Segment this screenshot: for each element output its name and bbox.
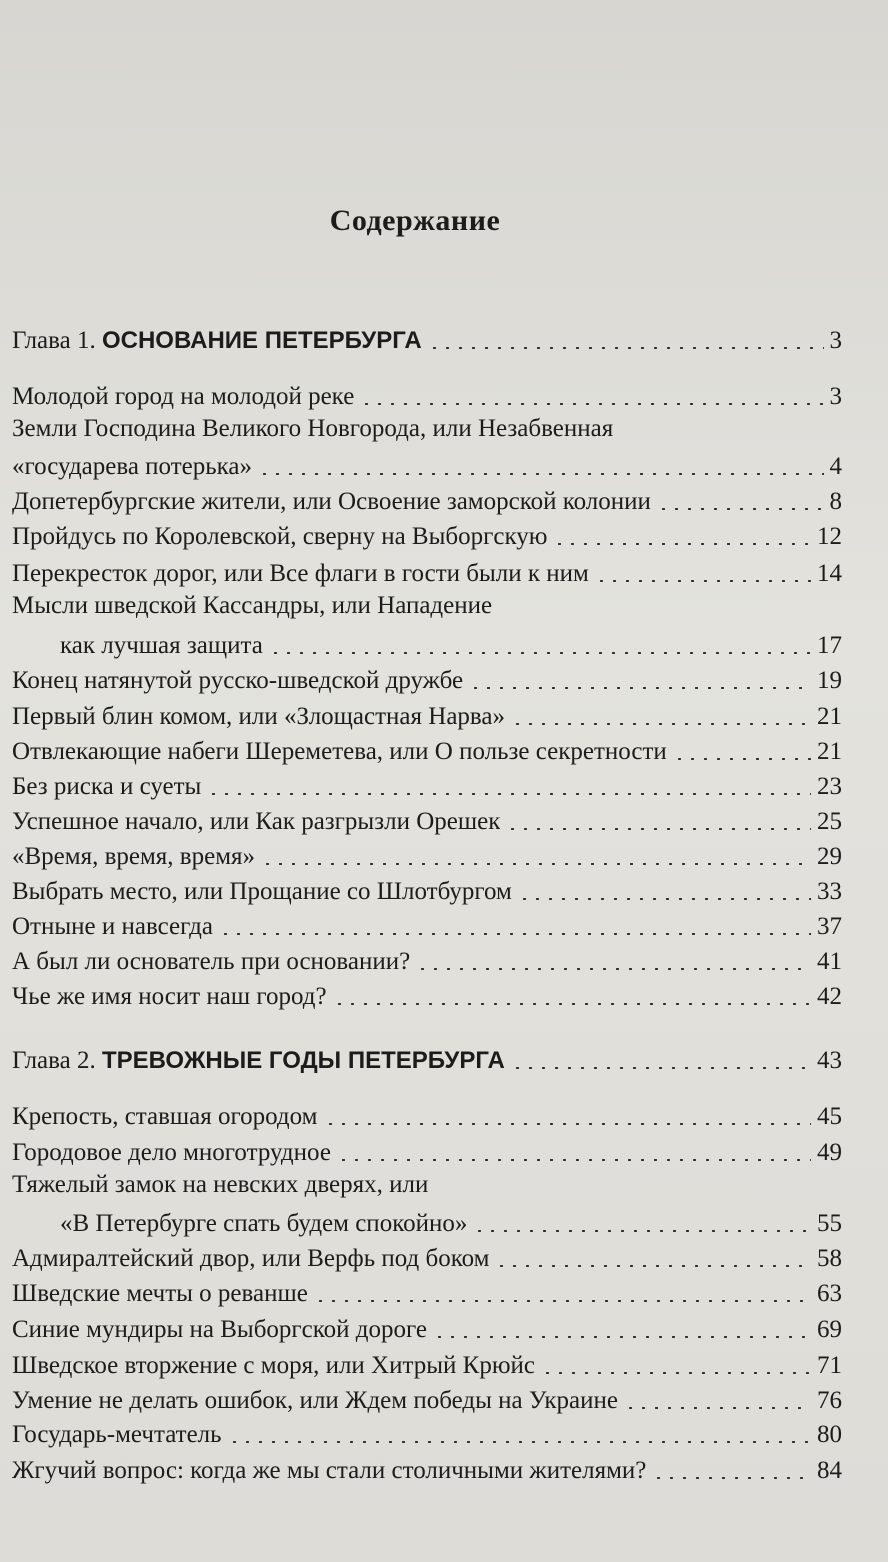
toc-entry-text-cont: «В Петербурге спать будем спокойно» <box>60 1210 468 1237</box>
toc-entry-page: 17 <box>817 632 842 659</box>
leader-dots <box>207 793 811 795</box>
chapter-2-heading[interactable] <box>12 1042 842 1076</box>
leader-dots <box>673 758 811 760</box>
toc-entry-text: Успешное начало, или Как разгрызли Орешек <box>12 808 501 835</box>
toc-entry-text: Шведское вторжение с моря, или Хитрый Крюйс <box>12 1352 535 1379</box>
toc-entry-page: 4 <box>829 453 842 480</box>
chapter-1-page: 3 <box>829 327 842 354</box>
leader-dots <box>228 1441 811 1443</box>
toc-entry[interactable] <box>12 518 842 552</box>
toc-entry[interactable] <box>12 943 842 977</box>
toc-entry[interactable] <box>12 838 842 872</box>
toc-entry-line1[interactable] <box>12 591 842 625</box>
toc-entry-text: Жгучий вопрос: когда же мы стали столичными жителями? <box>12 1457 647 1484</box>
toc-entry[interactable] <box>12 627 842 661</box>
toc-entry-page: 19 <box>817 667 842 694</box>
toc-entry-text: Молодой город на молодой реке <box>12 383 355 410</box>
toc-entry-page: 42 <box>817 983 842 1010</box>
leader-dots <box>541 1372 811 1374</box>
chapter-2-prefix: Глава 2. <box>12 1047 96 1074</box>
leader-dots <box>219 933 811 935</box>
toc-entry-page: 8 <box>829 488 842 515</box>
toc-entry-text: Первый блин комом, или «Злощастная Нарва» <box>12 703 505 730</box>
toc-entry-page: 21 <box>817 703 842 730</box>
toc-entry-text: Государь-мечтатель <box>12 1421 222 1448</box>
leader-dots <box>595 580 811 582</box>
leader-dots <box>624 1407 811 1409</box>
toc-entry[interactable] <box>12 483 842 517</box>
leader-dots <box>506 828 811 830</box>
toc-entry[interactable] <box>12 1240 842 1274</box>
toc-entry[interactable] <box>12 908 842 942</box>
leader-dots <box>269 652 811 654</box>
toc-entry[interactable] <box>12 1452 842 1486</box>
toc-entry-text: Конец натянутой русско-шведской дружбе <box>12 667 464 694</box>
toc-entry[interactable] <box>12 698 842 732</box>
toc-entry[interactable] <box>12 662 842 696</box>
chapter-2-page: 43 <box>817 1047 842 1074</box>
toc-entry[interactable] <box>12 978 842 1012</box>
toc-entry-page: 63 <box>817 1280 842 1307</box>
toc-entry-page: 3 <box>829 383 842 410</box>
leader-dots <box>657 508 824 510</box>
leader-dots <box>360 403 823 405</box>
toc-entry-page: 14 <box>817 560 842 587</box>
toc-entry-text: Допетербургские жители, или Освоение заморской колонии <box>12 488 651 515</box>
toc-entry-page: 49 <box>817 1139 842 1166</box>
toc-entry-page: 76 <box>817 1387 842 1414</box>
toc-entry-text: Отвлекающие набеги Шереметева, или О пользе секретности <box>12 738 667 765</box>
leader-dots <box>261 863 811 865</box>
leader-dots <box>473 1230 811 1232</box>
toc-entry-page: 37 <box>817 913 842 940</box>
toc-entry-page: 58 <box>817 1245 842 1272</box>
toc-entry-text: Тяжелый замок на невских дверях, или <box>12 1171 429 1198</box>
toc-entry-text: Мысли шведской Кассандры, или Нападение <box>12 592 493 619</box>
toc-entry-text: Адмиралтейский двор, или Верфь под боком <box>12 1245 490 1272</box>
toc-entry-page: 41 <box>817 948 842 975</box>
leader-dots <box>324 1123 812 1125</box>
toc-entry[interactable] <box>12 1134 842 1168</box>
toc-entry-text: «Время, время, время» <box>12 843 256 870</box>
toc-entry-page: 55 <box>817 1210 842 1237</box>
toc-entry-text: Отныне и навсегда <box>12 913 213 940</box>
toc-entry-text: Выбрать место, или Прощание со Шлотбургом <box>12 878 512 905</box>
toc-entry-text-cont: как лучшая защита <box>60 632 263 659</box>
toc-entry[interactable] <box>12 1275 842 1309</box>
toc-entry[interactable] <box>12 1205 842 1239</box>
toc-entry-text: Без риска и суеты <box>12 773 202 800</box>
leader-dots <box>428 347 824 349</box>
toc-entry-text: Шведские мечты о реванше <box>12 1280 308 1307</box>
toc-entry-line1[interactable] <box>12 1170 842 1204</box>
leader-dots <box>553 543 811 545</box>
toc-entry-page: 29 <box>817 843 842 870</box>
toc-entry[interactable] <box>12 1416 842 1450</box>
toc-entry[interactable] <box>12 768 842 802</box>
toc-entry-text: А был ли основатель при основании? <box>12 948 411 975</box>
toc-entry-page: 84 <box>817 1457 842 1484</box>
toc-entry[interactable] <box>12 1382 842 1416</box>
toc-entry-page: 21 <box>817 738 842 765</box>
toc-entry-page: 33 <box>817 878 842 905</box>
leader-dots <box>652 1477 811 1479</box>
leader-dots <box>469 687 811 689</box>
chapter-1-prefix: Глава 1. <box>12 327 96 354</box>
toc-entry-text: Пройдусь по Королевской, сверну на Выборгскую <box>12 523 548 550</box>
toc-entry-text: Умение не делать ошибок, или Ждем победы на Украине <box>12 1387 618 1414</box>
chapter-1-heading[interactable] <box>12 322 842 356</box>
leader-dots <box>258 473 823 475</box>
leader-dots <box>511 723 811 725</box>
toc-entry[interactable] <box>12 873 842 907</box>
toc-entry-text: Синие мундиры на Выборгской дороге <box>12 1316 428 1343</box>
toc-entry-page: 45 <box>817 1103 842 1130</box>
toc-entry-text: Чье же имя носит наш город? <box>12 983 327 1010</box>
toc-entry-text: Крепость, ставшая огородом <box>12 1103 318 1130</box>
toc-entry[interactable] <box>12 448 842 482</box>
leader-dots <box>511 1067 811 1069</box>
toc-entry[interactable] <box>12 803 842 837</box>
toc-entry[interactable] <box>12 1311 842 1345</box>
leader-dots <box>314 1300 811 1302</box>
toc-entry[interactable] <box>12 555 842 589</box>
toc-entry-page: 25 <box>817 808 842 835</box>
leader-dots <box>518 898 811 900</box>
leader-dots <box>495 1265 811 1267</box>
toc-entry[interactable] <box>12 1347 842 1381</box>
toc-entry-text-cont: «государева потерька» <box>12 453 253 480</box>
toc-entry[interactable] <box>12 733 842 767</box>
toc-entry-page: 69 <box>817 1316 842 1343</box>
leader-dots <box>337 1159 811 1161</box>
leader-dots <box>433 1336 811 1338</box>
toc-entry-text: Городовое дело многотрудное <box>12 1139 331 1166</box>
toc-entry-page: 23 <box>817 773 842 800</box>
toc-entry-line1[interactable] <box>12 414 842 448</box>
toc-entry-text: Земли Господина Великого Новгорода, или Незабвенная <box>12 415 614 442</box>
toc-entry[interactable] <box>12 1098 842 1132</box>
leader-dots <box>333 1003 811 1005</box>
toc-entry-page: 12 <box>817 523 842 550</box>
toc-entry[interactable] <box>12 378 842 412</box>
toc-entry-text: Перекресток дорог, или Все флаги в гости были к ним <box>12 560 589 587</box>
chapter-2-title: ТРЕВОЖНЫЕ ГОДЫ ПЕТЕРБУРГА <box>101 1047 505 1074</box>
chapter-1-title: ОСНОВАНИЕ ПЕТЕРБУРГА <box>101 327 422 354</box>
toc-entry-page: 80 <box>817 1421 842 1448</box>
leader-dots <box>416 968 811 970</box>
page-title: Содержание <box>329 204 501 237</box>
toc-entry-page: 71 <box>817 1352 842 1379</box>
